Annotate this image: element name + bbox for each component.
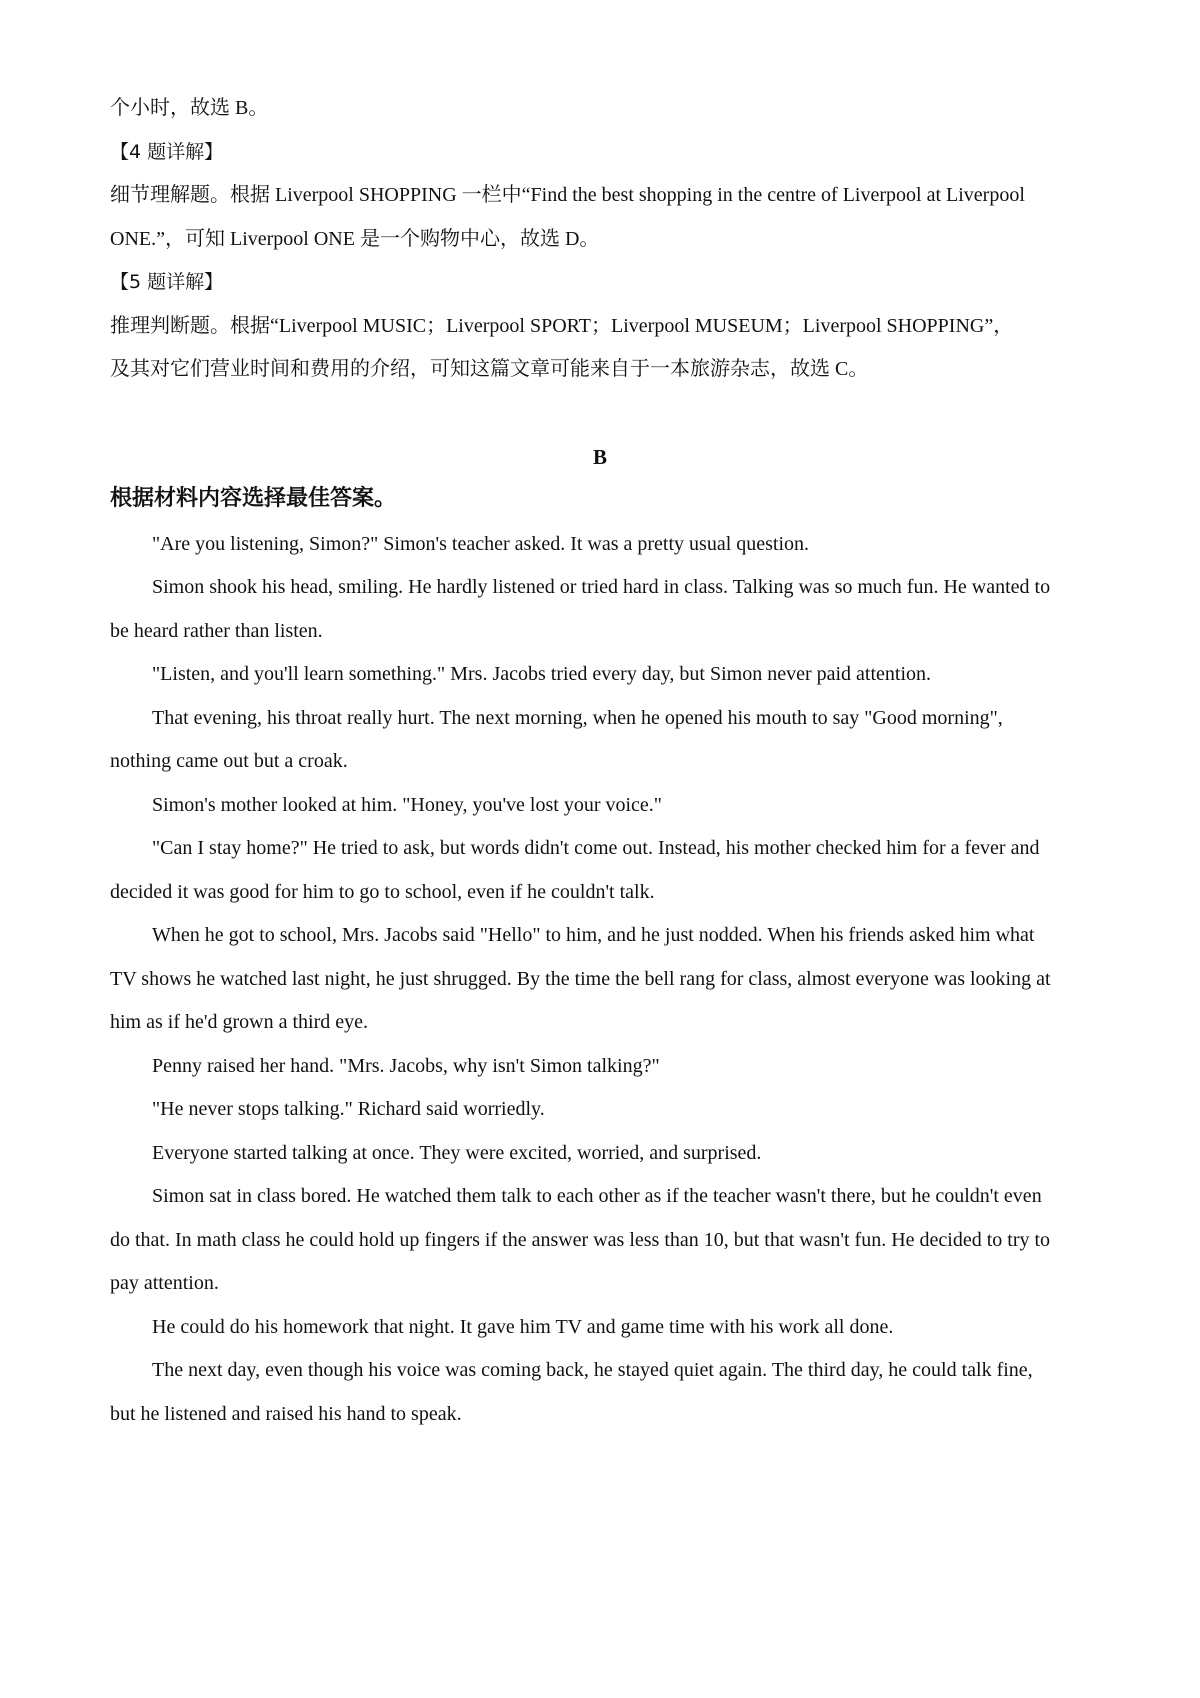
analysis-line: ONE.”，可知 Liverpool ONE 是一个购物中心，故选 D。 [110,228,600,250]
passage-line: Simon shook his head, smiling. He hardly listened or tried hard in class. Talking was so much fun. He wanted to [152,576,1051,598]
passage-line: The next day, even though his voice was coming back, he stayed quiet again. The third day, he could talk fine, [152,1359,1033,1381]
passage-line: "He never stops talking." Richard said worriedly. [152,1098,545,1120]
passage-line: When he got to school, Mrs. Jacobs said "Hello" to him, and he just nodded. When his friends asked him what [152,924,1035,946]
passage-line: That evening, his throat really hurt. The next morning, when he opened his mouth to say "Good morning", [152,707,1003,729]
passage-line: TV shows he watched last night, he just shrugged. By the time the bell rang for class, almost everyone was looking at [110,968,1051,990]
passage-line: Everyone started talking at once. They were excited, worried, and surprised. [152,1142,762,1164]
passage-line: pay attention. [110,1272,219,1294]
analysis-line: 个小时，故选 B。 [110,97,269,119]
analysis-line: 及其对它们营业时间和费用的介绍，可知这篇文章可能来自于一本旅游杂志，故选 C。 [110,358,869,380]
passage-line: nothing came out but a croak. [110,750,348,772]
passage-line: Simon sat in class bored. He watched them talk to each other as if the teacher wasn't there, but he couldn't even [152,1185,1042,1207]
passage-line: "Are you listening, Simon?" Simon's teacher asked. It was a pretty usual question. [152,533,810,555]
passage-line: but he listened and raised his hand to speak. [110,1403,462,1425]
passage-line: He could do his homework that night. It gave him TV and game time with his work all done. [152,1316,894,1338]
passage-line: Simon's mother looked at him. "Honey, you've lost your voice." [152,794,662,816]
section-title: B [592,445,607,469]
passage-line: him as if he'd grown a third eye. [110,1011,368,1033]
passage-line: decided it was good for him to go to school, even if he couldn't talk. [110,881,655,903]
passage-line: Penny raised her hand. "Mrs. Jacobs, why isn't Simon talking?" [152,1055,660,1077]
analysis-line: 细节理解题。根据 Liverpool SHOPPING 一栏中“Find the best shopping in the centre of Liverpool at Liverpool [110,184,1025,206]
section-instruction: 根据材料内容选择最佳答案。 [110,486,397,511]
passage-line: "Listen, and you'll learn something." Mrs. Jacobs tried every day, but Simon never paid attention. [152,663,932,685]
q5-heading: 【5 题详解】 [110,271,224,293]
q4-heading: 【4 题详解】 [110,141,224,163]
analysis-line: 推理判断题。根据“Liverpool MUSIC；Liverpool SPORT；Liverpool MUSEUM；Liverpool SHOPPING”， [110,315,1014,337]
passage-line: "Can I stay home?" He tried to ask, but words didn't come out. Instead, his mother checked him for a fever and [152,837,1040,859]
passage-line: do that. In math class he could hold up fingers if the answer was less than 10, but that wasn't fun. He decided to try to [110,1229,1051,1251]
passage-line: be heard rather than listen. [110,620,323,642]
